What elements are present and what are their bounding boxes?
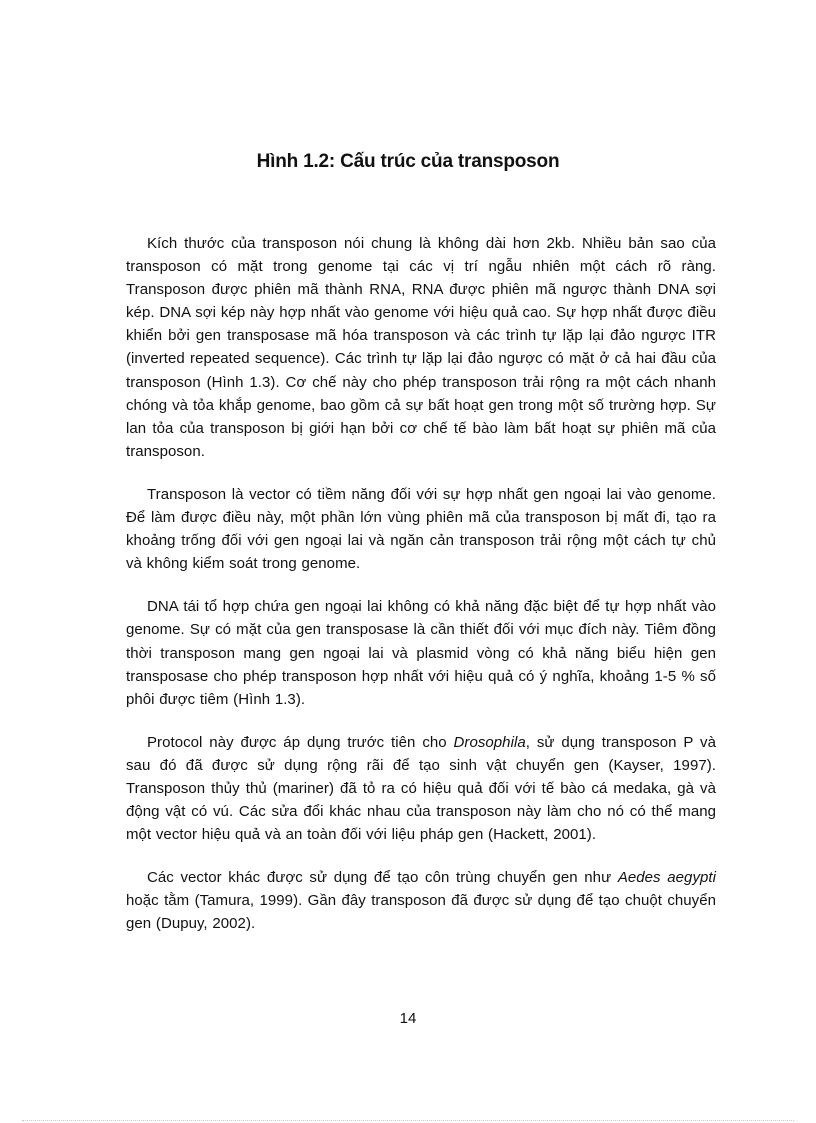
paragraph-5 bbox=[126, 866, 716, 935]
paragraph-4-text-after: , sử dụng transposon P và sau đó đã được sử dụng rộng rãi để tạo sinh vật chuyển gen (Kayser, 1997). Transposon thủy thủ (mariner) đã tỏ ra có hiệu quả đối với tế bào cá medaka, gà và động vật có vú. Các sửa đổi khác nhau của transposon này làm cho nó có thể mang một vector hiệu quả và an toàn đối với liệu pháp gen (Hackett, 2001). bbox=[126, 733, 716, 844]
paragraph-2: Transposon là vector có tiềm năng đối với sự hợp nhất gen ngoại lai vào genome. Để làm được điều này, một phần lớn vùng phiên mã của transposon bị mất đi, tạo ra khoảng trống đối với gen ngoại lai và ngăn cản transposon trải rộng một cách tự chủ và không kiểm soát trong genome. bbox=[126, 485, 716, 573]
paragraph-1: Kích thước của transposon nói chung là không dài hơn 2kb. Nhiều bản sao của transposon có mặt trong genome tại các vị trí ngẫu nhiên một cách rõ ràng. Transposon được phiên mã thành RNA, RNA được phiên mã ngược thành DNA sợi kép. DNA sợi kép này hợp nhất vào genome với hiệu quả cao. Sự hợp nhất được điều khiển bởi gen transposase mã hóa transposon và các trình tự lặp lại đảo ngược ITR (inverted repeated sequence). Các trình tự lặp lại đảo ngược có mặt ở cả hai đầu của transposon (Hình 1.3). Cơ chế này cho phép transposon trải rộng ra một cách nhanh chóng và tỏa khắp genome, bao gồm cả sự bất hoạt gen trong một số trường hợp. Sự lan tỏa của transposon bị giới hạn bởi cơ chế tế bào làm bất hoạt sự phiên mã của transposon. bbox=[126, 235, 716, 460]
paragraph-4-text-before: Protocol này được áp dụng trước tiên cho bbox=[147, 733, 454, 751]
page-number: 14 bbox=[399, 1010, 417, 1027]
figure-caption-title: Hình 1.2: Cấu trúc của transposon bbox=[256, 151, 560, 172]
body-text bbox=[126, 232, 716, 956]
paragraph-5-text-before: Các vector khác được sử dụng để tạo côn trùng chuyển gen như bbox=[147, 869, 618, 887]
paragraph-5-text-after: hoặc tằm (Tamura, 1999). Gần đây transposon đã được sử dụng để tạo chuột chuyển gen (Dupuy, 2002). bbox=[126, 892, 716, 933]
page-bottom-divider bbox=[22, 1120, 794, 1121]
paragraph-4-italic-term: Drosophila bbox=[453, 733, 526, 751]
paragraph-5-italic-term: Aedes aegypti bbox=[617, 869, 716, 887]
paragraph-4 bbox=[126, 731, 716, 846]
paragraph-3: DNA tái tổ hợp chứa gen ngoại lai không có khả năng đặc biệt để tự hợp nhất vào genome. Sự có mặt của gen transposase là cần thiết đối với mục đích này. Tiêm đồng thời transposon mang gen ngoại lai và plasmid vòng có khả năng biểu hiện gen transposase cho phép transposon hợp nhất với hiệu quả có ý nghĩa, khoảng 1-5 % số phôi được tiêm (Hình 1.3). bbox=[126, 598, 716, 708]
